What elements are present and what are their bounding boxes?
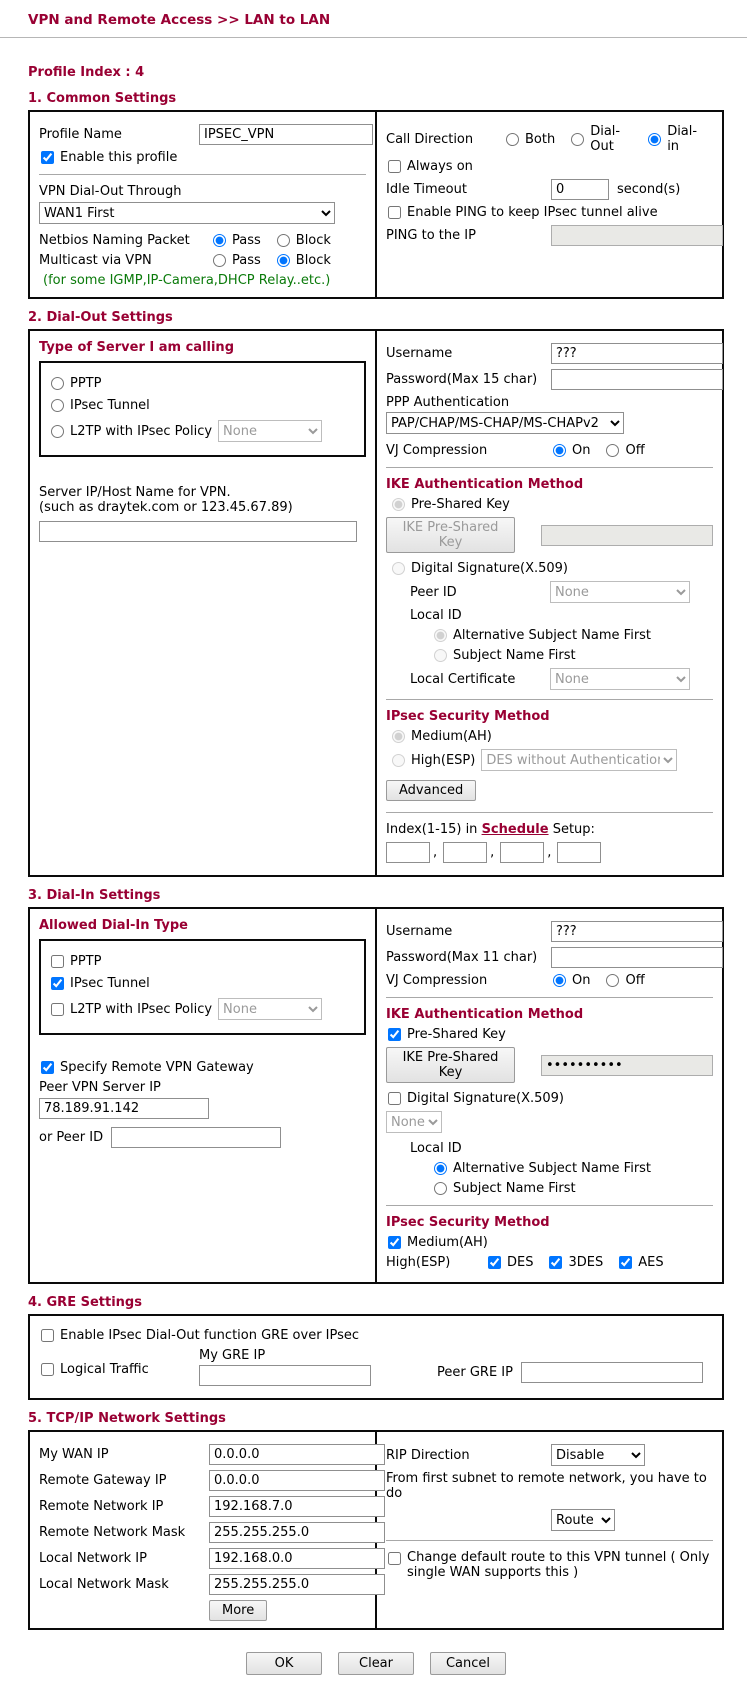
dialout-psk-label: Pre-Shared Key: [411, 497, 510, 512]
advanced-button[interactable]: Advanced: [386, 780, 476, 801]
dialin-peer-id-select: [386, 1111, 442, 1133]
dialin-vj-on-radio[interactable]: [553, 974, 566, 987]
dialout-vj-on-label: On: [572, 443, 591, 458]
dialout-high-label: High(ESP): [411, 752, 476, 768]
multicast-pass-label: Pass: [232, 253, 261, 268]
dialin-vj-off-label: Off: [625, 973, 645, 988]
dialin-username-label: Username: [386, 924, 453, 939]
enable-gre-label: Enable IPsec Dial-Out function GRE over IPsec: [60, 1328, 360, 1343]
enable-gre-checkbox[interactable]: [41, 1329, 54, 1342]
dialout-l2tp-option: [49, 420, 356, 442]
dialout-local-id-label: Local ID: [410, 608, 462, 623]
dialout-ipsec-heading: IPsec Security Method: [386, 709, 550, 724]
specify-gateway-checkbox[interactable]: [41, 1061, 54, 1074]
schedule-index-3-input[interactable]: [500, 842, 544, 863]
page-header-bar: [0, 0, 747, 37]
call-dialin-radio[interactable]: [648, 133, 661, 146]
peer-id-label: Peer ID: [410, 584, 457, 600]
logical-traffic-label: Logical Traffic: [60, 1362, 149, 1377]
dialin-ipsec-label: IPsec Tunnel: [70, 976, 150, 991]
enable-ping-row[interactable]: [386, 205, 713, 220]
dialout-settings-panel: [28, 329, 724, 877]
my-gre-input[interactable]: [199, 1365, 371, 1386]
profile-index: Profile Index : 4: [28, 65, 145, 80]
remote-network-ip-input[interactable]: [209, 1496, 385, 1517]
server-type-box: [39, 361, 366, 457]
multicast-pass-option[interactable]: [211, 253, 261, 268]
section-1-title: 1. Common Settings: [28, 91, 177, 106]
always-on-checkbox[interactable]: [388, 160, 401, 173]
dialin-pptp-checkbox[interactable]: [51, 955, 64, 968]
section-2-title: 2. Dial-Out Settings: [28, 310, 173, 325]
dialin-3des-checkbox[interactable]: [549, 1256, 562, 1269]
rip-direction-label: RIP Direction: [386, 1447, 470, 1463]
local-cert-label: Local Certificate: [410, 671, 516, 687]
dialin-subject-radio[interactable]: [434, 1182, 447, 1195]
dialin-medium-checkbox[interactable]: [388, 1236, 401, 1249]
logical-traffic-checkbox[interactable]: [41, 1363, 54, 1376]
dialout-psk-input: [541, 525, 713, 546]
dialin-password-input[interactable]: [551, 947, 723, 968]
dialout-subject-option: [432, 648, 713, 663]
breadcrumb: VPN and Remote Access >> LAN to LAN: [28, 12, 331, 28]
dialout-divider-3: [386, 812, 713, 813]
call-direction-label: Call Direction: [386, 131, 474, 147]
dialout-subject-radio: [434, 649, 447, 662]
idle-timeout-input[interactable]: [551, 179, 609, 200]
remote-network-mask-input[interactable]: [209, 1522, 385, 1543]
call-dialout-label: Dial-Out: [590, 124, 621, 154]
dialin-vj-off-option[interactable]: [604, 973, 644, 988]
call-dialin-option[interactable]: [646, 124, 699, 154]
dialin-psk-option[interactable]: [386, 1027, 713, 1042]
netbios-label: Netbios Naming Packet: [39, 233, 190, 248]
schedule-line: [386, 822, 713, 837]
dialout-username-input[interactable]: [551, 343, 723, 364]
change-default-route-label: Change default route to this VPN tunnel ( Only single WAN supports this ): [407, 1550, 710, 1580]
logical-traffic-row[interactable]: [39, 1362, 199, 1377]
footer-buttons: [28, 1652, 724, 1675]
ok-button[interactable]: OK: [246, 1652, 322, 1675]
netbios-pass-radio[interactable]: [213, 234, 226, 247]
dialin-l2tp-option: [49, 998, 356, 1020]
peer-id-select: [550, 581, 690, 603]
remote-network-mask-label: Remote Network Mask: [39, 1525, 186, 1540]
schedule-comma-2: ,: [490, 845, 495, 860]
dialout-through-select[interactable]: [39, 202, 335, 224]
dialin-password-label: Password(Max 11 char): [386, 950, 538, 965]
change-default-route-checkbox[interactable]: [388, 1552, 401, 1565]
dialin-l2tp-checkbox[interactable]: [51, 1003, 64, 1016]
dialout-alt-subject-label: Alternative Subject Name First: [453, 628, 652, 643]
ppp-auth-select[interactable]: [386, 412, 624, 434]
dialout-through-label: VPN Dial-Out Through: [39, 184, 182, 199]
dialout-medium-label: Medium(AH): [411, 729, 492, 744]
dialin-des-checkbox[interactable]: [488, 1256, 501, 1269]
dialin-ike-heading: IKE Authentication Method: [386, 1007, 584, 1022]
dialout-vj-on-option[interactable]: [551, 443, 590, 458]
dialout-l2tp-policy-select: [218, 420, 322, 442]
dialin-alt-subject-radio[interactable]: [434, 1162, 447, 1175]
dialout-vj-off-option[interactable]: [604, 443, 644, 458]
dialout-ike-heading: IKE Authentication Method: [386, 477, 584, 492]
server-ip-label: Server IP/Host Name for VPN.: [39, 485, 231, 500]
enable-ping-checkbox[interactable]: [388, 206, 401, 219]
idle-timeout-unit: second(s): [617, 182, 681, 197]
netbios-pass-label: Pass: [232, 233, 261, 248]
dialin-divider-1: [386, 997, 713, 998]
section-4-title: 4. GRE Settings: [28, 1295, 142, 1310]
dialin-subject-label: Subject Name First: [453, 1181, 576, 1196]
dialin-psk-checkbox[interactable]: [388, 1028, 401, 1041]
enable-profile-checkbox[interactable]: [41, 151, 54, 164]
dialin-digsig-label: Digital Signature(X.509): [407, 1091, 565, 1106]
my-wan-ip-input[interactable]: [209, 1444, 385, 1465]
remote-gateway-ip-input[interactable]: [209, 1470, 385, 1491]
call-both-radio[interactable]: [506, 133, 519, 146]
dialout-psk-button: IKE Pre-Shared Key: [386, 517, 515, 553]
local-network-ip-label: Local Network IP: [39, 1551, 147, 1566]
remote-network-ip-label: Remote Network IP: [39, 1499, 164, 1514]
dialout-password-label: Password(Max 15 char): [386, 372, 538, 387]
common-settings-panel: [28, 110, 724, 299]
netbios-block-option[interactable]: [275, 233, 331, 248]
dialout-l2tp-radio[interactable]: [51, 425, 64, 438]
dialout-medium-radio: [392, 730, 405, 743]
subnet-route-text: From first subnet to remote network, you have to do: [386, 1471, 707, 1501]
call-dialout-radio[interactable]: [571, 133, 584, 146]
enable-ping-label: Enable PING to keep IPsec tunnel alive: [407, 205, 658, 220]
dialin-des-option[interactable]: [486, 1255, 533, 1270]
dialin-psk-input: [541, 1055, 713, 1076]
or-peer-id-input[interactable]: [111, 1127, 281, 1148]
peer-gre-input[interactable]: [521, 1362, 703, 1383]
route-select[interactable]: [551, 1509, 615, 1531]
common-left-divider: [39, 174, 366, 175]
multicast-block-label: Block: [295, 253, 331, 268]
dialin-3des-option[interactable]: [547, 1255, 603, 1270]
dialout-ipsec-radio[interactable]: [51, 399, 64, 412]
netbios-block-label: Block: [295, 233, 331, 248]
my-wan-ip-label: My WAN IP: [39, 1447, 109, 1462]
dialout-digsig-radio: [392, 562, 405, 575]
peer-vpn-server-input[interactable]: [39, 1098, 209, 1119]
netbios-block-radio[interactable]: [277, 234, 290, 247]
gre-settings-panel: [28, 1314, 724, 1400]
schedule-index-2-input[interactable]: [443, 842, 487, 863]
dialout-ipsec-label: IPsec Tunnel: [70, 398, 150, 413]
section-5-title: 5. TCP/IP Network Settings: [28, 1411, 226, 1426]
dialout-digsig-option: [390, 561, 713, 576]
ping-ip-label: PING to the IP: [386, 228, 476, 243]
dialin-des-label: DES: [507, 1255, 534, 1270]
peer-vpn-server-label: Peer VPN Server IP: [39, 1080, 161, 1095]
my-gre-label: My GRE IP: [199, 1348, 266, 1363]
dialin-digsig-checkbox[interactable]: [388, 1092, 401, 1105]
call-dialout-option[interactable]: [569, 124, 632, 154]
local-cert-select: [550, 668, 690, 690]
local-network-mask-input[interactable]: [209, 1574, 385, 1595]
multicast-label: Multicast via VPN: [39, 253, 152, 268]
dialin-divider-2: [386, 1205, 713, 1206]
igmp-note: (for some IGMP,IP-Camera,DHCP Relay..etc.): [43, 273, 331, 288]
schedule-comma-3: ,: [547, 845, 552, 860]
dialin-aes-label: AES: [638, 1255, 664, 1270]
dialout-alt-subject-radio: [434, 629, 447, 642]
specify-gateway-label: Specify Remote VPN Gateway: [60, 1060, 254, 1075]
call-both-label: Both: [525, 131, 556, 147]
ping-ip-input: [551, 225, 723, 246]
dialin-ipsec-heading: IPsec Security Method: [386, 1215, 550, 1230]
dialin-subject-option[interactable]: [432, 1181, 713, 1196]
or-peer-id-label: or Peer ID: [39, 1130, 104, 1145]
allowed-dialin-heading: Allowed Dial-In Type: [39, 918, 188, 933]
server-ip-input[interactable]: [39, 521, 357, 542]
peer-gre-group: [437, 1362, 703, 1383]
dialin-alt-subject-label: Alternative Subject Name First: [453, 1161, 652, 1176]
dialin-vj-on-option[interactable]: [551, 973, 590, 988]
dialout-username-label: Username: [386, 346, 453, 361]
dialin-username-input[interactable]: [551, 921, 723, 942]
dialin-l2tp-label: L2TP with IPsec Policy: [70, 1001, 213, 1017]
dialout-pptp-label: PPTP: [70, 376, 102, 391]
allowed-dialin-box: [39, 939, 366, 1035]
dialin-aes-option[interactable]: [617, 1255, 663, 1270]
idle-timeout-label: Idle Timeout: [386, 182, 467, 197]
header-rule: [0, 37, 747, 38]
dialout-divider-2: [386, 699, 713, 700]
dialin-vj-on-label: On: [572, 973, 591, 988]
enable-profile-row[interactable]: [39, 150, 366, 165]
server-ip-hint: (such as draytek.com or 123.45.67.89): [39, 500, 293, 515]
ppp-auth-label: PPP Authentication: [386, 395, 510, 410]
server-type-heading: Type of Server I am calling: [39, 340, 234, 355]
dialin-vj-off-radio[interactable]: [606, 974, 619, 987]
dialin-medium-label: Medium(AH): [407, 1235, 488, 1250]
dialout-alt-subject-option: [432, 628, 713, 643]
dialin-pptp-option[interactable]: [49, 954, 356, 969]
schedule-comma-1: ,: [433, 845, 438, 860]
dialin-ipsec-checkbox[interactable]: [51, 977, 64, 990]
dialout-password-input[interactable]: [551, 369, 723, 390]
dialout-high-radio: [392, 754, 405, 767]
profile-name-label: Profile Name: [39, 127, 122, 142]
dialout-divider-1: [386, 467, 713, 468]
always-on-row[interactable]: [386, 159, 713, 174]
dialout-vj-off-label: Off: [625, 443, 645, 458]
dialin-psk-label: Pre-Shared Key: [407, 1027, 506, 1042]
enable-profile-label: Enable this profile: [60, 150, 178, 165]
section-3-title: 3. Dial-In Settings: [28, 888, 161, 903]
my-gre-group: [199, 1348, 379, 1386]
schedule-link[interactable]: Schedule: [481, 822, 549, 837]
dialout-vj-on-radio[interactable]: [553, 444, 566, 457]
dialout-local-id-label-row: [410, 608, 713, 623]
dialin-local-id-label: Local ID: [410, 1141, 462, 1156]
dialout-pptp-option[interactable]: [49, 376, 356, 391]
dialout-high-select: [481, 749, 677, 771]
clear-button[interactable]: Clear: [338, 1652, 414, 1675]
dialout-psk-radio: [392, 498, 405, 511]
profile-name-input[interactable]: [199, 124, 373, 145]
rip-direction-select[interactable]: [551, 1444, 645, 1466]
dialout-digsig-label: Digital Signature(X.509): [411, 561, 569, 576]
tcpip-settings-panel: [28, 1430, 724, 1630]
schedule-index-4-input[interactable]: [557, 842, 601, 863]
dialout-vj-off-radio[interactable]: [606, 444, 619, 457]
call-both-option[interactable]: [504, 132, 555, 147]
enable-gre-row[interactable]: [39, 1328, 713, 1343]
dialout-medium-option: [390, 729, 713, 744]
schedule-index-1-input[interactable]: [386, 842, 430, 863]
multicast-pass-radio[interactable]: [213, 254, 226, 267]
dialin-pptp-label: PPTP: [70, 954, 102, 969]
dialin-vj-label: VJ Compression: [386, 973, 488, 988]
dialout-pptp-radio[interactable]: [51, 377, 64, 390]
dialout-subject-label: Subject Name First: [453, 648, 576, 663]
remote-gateway-ip-label: Remote Gateway IP: [39, 1473, 167, 1488]
dialin-psk-button[interactable]: IKE Pre-Shared Key: [386, 1047, 515, 1083]
dialin-high-label: High(ESP): [386, 1255, 451, 1270]
local-network-mask-label: Local Network Mask: [39, 1577, 169, 1592]
dialin-3des-label: 3DES: [568, 1255, 604, 1270]
schedule-prefix: Index(1-15) in: [386, 822, 478, 837]
always-on-label: Always on: [407, 159, 473, 174]
change-default-route-row[interactable]: [386, 1550, 713, 1580]
specify-gateway-row[interactable]: [39, 1060, 366, 1075]
multicast-block-radio[interactable]: [277, 254, 290, 267]
dialout-ipsec-option[interactable]: [49, 398, 356, 413]
dialin-digsig-option[interactable]: [386, 1091, 713, 1106]
dialin-l2tp-policy-select: [218, 998, 322, 1020]
dialin-medium-option[interactable]: [386, 1235, 713, 1250]
netbios-pass-option[interactable]: [211, 233, 261, 248]
dialin-ipsec-option[interactable]: [49, 976, 356, 991]
dialin-settings-panel: [28, 907, 724, 1284]
dialin-local-id-label-row: [410, 1141, 713, 1156]
dialout-l2tp-label: L2TP with IPsec Policy: [70, 423, 213, 439]
cancel-button[interactable]: Cancel: [430, 1652, 506, 1675]
more-button[interactable]: More: [209, 1600, 267, 1621]
dialin-alt-subject-option[interactable]: [432, 1161, 713, 1176]
local-network-ip-input[interactable]: [209, 1548, 385, 1569]
call-dialin-label: Dial-in: [667, 124, 698, 154]
schedule-suffix: Setup:: [552, 822, 595, 837]
dialin-aes-checkbox[interactable]: [619, 1256, 632, 1269]
multicast-block-option[interactable]: [275, 253, 331, 268]
dialout-vj-label: VJ Compression: [386, 443, 488, 458]
dialout-psk-option: [390, 497, 713, 512]
peer-gre-label: Peer GRE IP: [437, 1365, 513, 1380]
